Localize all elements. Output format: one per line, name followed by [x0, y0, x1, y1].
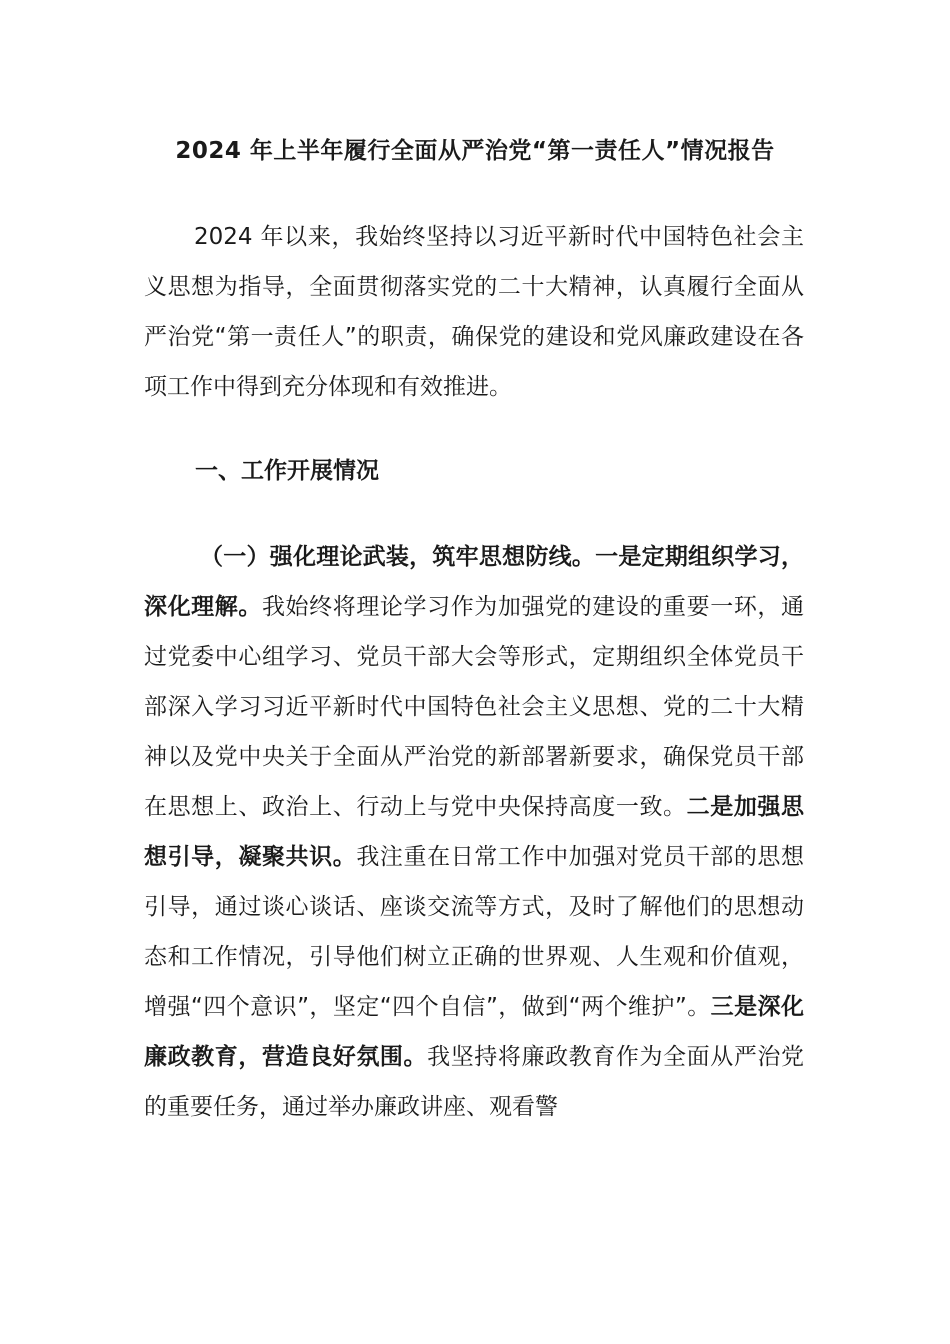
document-title: 2024 年上半年履行全面从严治党“第一责任人”情况报告 [175, 138, 775, 164]
point-1-title: 一是定期组织学习，深化理解。 [144, 544, 805, 620]
point-2-text: 我注重在日常工作中加强对党员干部的思想引导，通过谈心谈话、座谈交流等方式，及时了解他们的思想动态和工作情况，引导他们树立正确的世界观、人生观和价值观，增强“四个意识”，坚定“四个自信”，做到“两个维护”。 [144, 844, 805, 1020]
point-2-title: 二是加强思想引导，凝聚共识。 [144, 794, 805, 870]
section-1-paragraph [144, 532, 804, 1132]
point-3-title: 三是深化廉政教育，营造良好氛围。 [144, 994, 805, 1070]
section-1-subheading: （一）强化理论武装，筑牢思想防线。 [200, 544, 596, 570]
section-heading-1: 一、工作开展情况 [195, 458, 379, 484]
intro-paragraph: 2024 年以来，我始终坚持以习近平新时代中国特色社会主义思想为指导，全面贯彻落实党的二十大精神，认真履行全面从严治党“第一责任人”的职责，确保党的建设和党风廉政建设在各项工作中得到充分体现和有效推进。 [144, 224, 804, 400]
point-3-text: 我坚持将廉政教育作为全面从严治党的重要任务，通过举办廉政讲座、观看警 [144, 1044, 805, 1120]
point-1-text: 我始终将理论学习作为加强党的建设的重要一环，通过党委中心组学习、党员干部大会等形式，定期组织全体党员干部深入学习习近平新时代中国特色社会主义思想、党的二十大精神以及党中央关于全面从严治党的新部署新要求，确保党员干部在思想上、政治上、行动上与党中央保持高度一致。 [144, 594, 805, 820]
